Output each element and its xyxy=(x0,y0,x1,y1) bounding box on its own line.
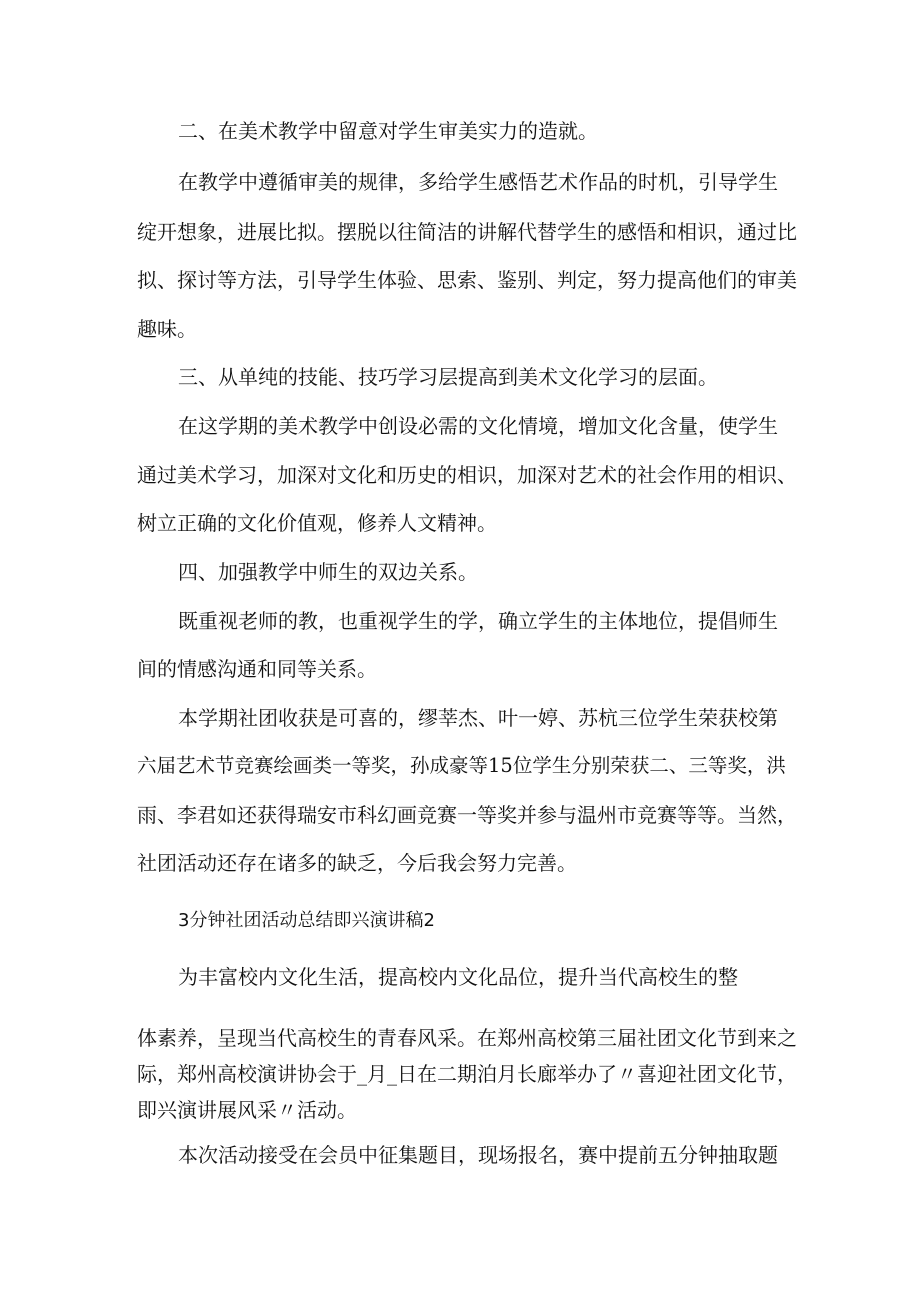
section-title: 3分钟社团活动总结即兴演讲稿2 xyxy=(178,910,435,931)
paragraph-line: 本次活动接受在会员中征集题目，现场报名，赛中提前五分钟抽取题 xyxy=(178,1143,778,1167)
paragraph-line: 际，郑州高校演讲协会于_月_日在二期泊月长廊举办了〃喜迎社团文化节， xyxy=(137,1062,797,1086)
paragraph-line: 即兴演讲展风采〃活动。 xyxy=(137,1098,357,1122)
paragraph-line: 趣味。 xyxy=(137,317,197,341)
paragraph-line: 社团活动还存在诸多的缺乏，今后我会努力完善。 xyxy=(137,851,577,875)
heading-section-three: 三、从单纯的技能、技巧学习层提高到美术文化学习的层面。 xyxy=(178,365,718,389)
paragraph-line: 体素养，呈现当代高校生的青春风采。在郑州高校第三届社团文化节到来之 xyxy=(137,1026,797,1050)
paragraph-line: 树立正确的文化价值观，修养人文精神。 xyxy=(137,511,497,535)
heading-section-two: 二、在美术教学中留意对学生审美实力的造就。 xyxy=(178,119,598,143)
paragraph-line: 既重视老师的教，也重视学生的学，确立学生的主体地位，提倡师生 xyxy=(178,609,778,633)
heading-section-four: 四、加强教学中师生的双边关系。 xyxy=(178,560,478,584)
paragraph-line: 六届艺术节竞赛绘画类一等奖，孙成豪等15位学生分别荣获二、三等奖，洪 xyxy=(137,754,786,777)
paragraph-line: 雨、李君如还获得瑞安市科幻画竞赛一等奖并参与温州市竞赛等等。当然， xyxy=(137,803,797,827)
paragraph-line: 为丰富校内文化生活，提高校内文化品位，提升当代高校生的整 xyxy=(178,965,738,989)
paragraph-line: 通过美术学习，加深对文化和历史的相识，加深对艺术的社会作用的相识、 xyxy=(137,463,797,487)
paragraph-line: 在这学期的美术教学中创设必需的文化情境，增加文化含量，使学生 xyxy=(178,414,778,438)
paragraph-line: 拟、探讨等方法，引导学生体验、思索、鉴别、判定，努力提高他们的审美 xyxy=(137,268,797,292)
paragraph-line: 本学期社团收获是可喜的，缪莘杰、叶一婷、苏杭三位学生荣获校第 xyxy=(178,706,778,730)
paragraph-line: 在教学中遵循审美的规律，多给学生感悟艺术作品的时机，引导学生 xyxy=(178,170,778,194)
paragraph-line: 绽开想象，进展比拟。摆脱以往简洁的讲解代替学生的感悟和相识，通过比 xyxy=(137,220,797,244)
paragraph-line: 间的情感沟通和同等关系。 xyxy=(137,657,377,681)
